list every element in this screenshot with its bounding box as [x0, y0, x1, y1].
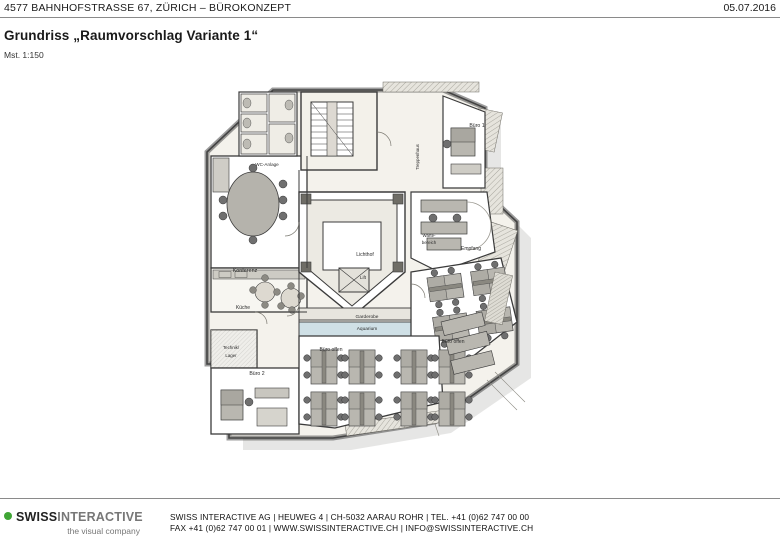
floor-plan-drawing: [195, 72, 565, 472]
room-label-konferenz: Konferenz: [232, 268, 258, 274]
company-logo: [4, 510, 164, 536]
logo-dot-icon: [4, 512, 12, 520]
room-label-garderobe: Garderobe: [355, 315, 379, 320]
scale-label: Mst. 1:150: [4, 50, 44, 60]
header-project-title: 4577 BAHNHOFSTRASSE 67, ZÜRICH – BÜROKONZEPT: [4, 2, 292, 14]
room-label-empfang: Empfang: [460, 246, 482, 252]
room-label-buero-2: Büro 2: [249, 371, 265, 377]
room-label-buero-1: Büro 1: [469, 123, 485, 129]
room-label-warte-2: bereich: [421, 240, 437, 245]
room-label-treppenhaus: Treppenhaus: [415, 144, 420, 170]
logo-tagline: the visual company: [67, 526, 140, 536]
room-label-aquarium: Aquarium: [356, 327, 378, 332]
room-label-lift: Lift: [359, 275, 367, 280]
page-title: Grundriss „Raumvorschlag Variante 1“: [4, 28, 259, 43]
footer-contact-info: [170, 512, 533, 534]
room-label-buero-offen-1: Büro offen: [319, 347, 343, 353]
room-label-kueche: Küche: [235, 305, 251, 311]
room-label-wc-anlage: WC-Anlage: [255, 162, 279, 167]
footer-address-line-1: SWISS INTERACTIVE AG | HEUWEG 4 | CH-5032 AARAU ROHR | TEL. +41 (0)62 747 00 00: [170, 512, 530, 522]
room-label-technik-2: Lager: [225, 353, 237, 358]
room-label-warte-1: Warte-: [422, 233, 436, 238]
room-label-technik-1: Technik/: [222, 345, 240, 350]
room-label-lichthof: Lichthof: [356, 252, 374, 258]
room-label-buero-offen-2: Büro offen: [441, 339, 465, 345]
page-header: [0, 0, 780, 18]
footer-address-line-2: FAX +41 (0)62 747 00 01 | WWW.SWISSINTERACTIVE.CH | INFO@SWISSINTERACTIVE.CH: [170, 523, 534, 533]
logo-interactive-text: INTERACTIVE: [57, 510, 143, 524]
logo-swiss-text: SWISS: [16, 510, 58, 524]
header-date: 05.07.2016: [723, 2, 776, 14]
